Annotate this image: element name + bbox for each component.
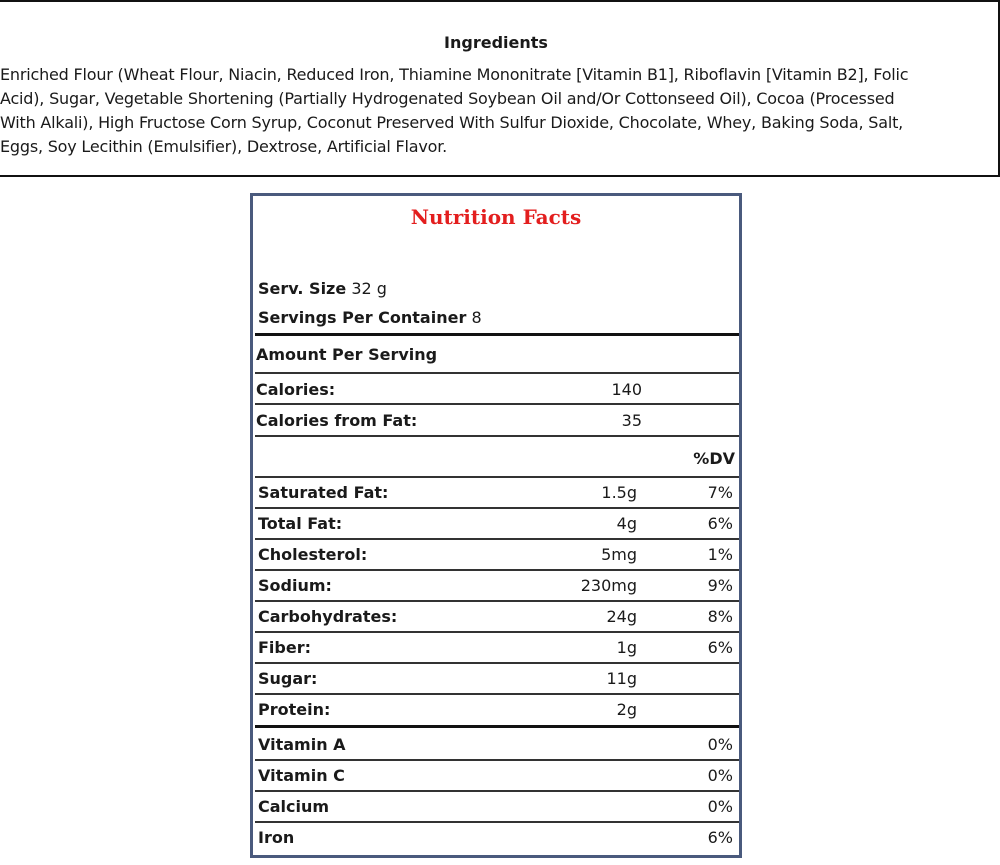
calories-from-fat-value: 35 [621, 411, 642, 430]
vitamin-daily-value: 0% [707, 766, 733, 785]
divider [255, 821, 739, 823]
serving-size-label: Serv. Size [258, 279, 347, 298]
nutrient-amount: 230mg [580, 576, 637, 595]
vitamin-label: Calcium [258, 797, 330, 816]
nutrient-amount: 5mg [601, 545, 637, 564]
ingredients-line: Eggs, Soy Lecithin (Emulsifier), Dextrose, Artificial Flavor. [0, 137, 448, 156]
divider [255, 476, 739, 478]
nutrient-amount: 1.5g [601, 483, 637, 502]
servings-value: 8 [471, 308, 482, 327]
nutrient-amount: 2g [616, 700, 637, 719]
nutrition-facts-title: Nutrition Facts [410, 205, 582, 229]
divider [255, 662, 739, 664]
divider [255, 693, 739, 695]
nutrient-daily-value: 6% [707, 514, 733, 533]
divider [255, 569, 739, 571]
calories-label: Calories: [256, 380, 336, 399]
ingredients-line: Acid), Sugar, Vegetable Shortening (Partially Hydrogenated Soybean Oil and/Or Cottonseed Oil), Cocoa (Processed [0, 89, 895, 108]
divider [255, 600, 739, 602]
nutrient-label: Protein: [258, 700, 331, 719]
nutrient-label: Carbohydrates: [258, 607, 398, 626]
divider [255, 372, 739, 374]
ingredients-line: With Alkali), High Fructose Corn Syrup, Coconut Preserved With Sulfur Dioxide, Chocolate, Whey, Baking Soda, Salt, [0, 113, 904, 132]
serving-size [258, 279, 387, 298]
ingredients-text [0, 63, 975, 159]
nutrient-amount: 1g [616, 638, 637, 657]
nutrient-amount: 4g [616, 514, 637, 533]
divider [255, 631, 739, 633]
divider [255, 333, 739, 336]
divider [255, 759, 739, 761]
divider [255, 435, 739, 437]
divider [255, 403, 739, 405]
ingredients-panel [0, 0, 1000, 177]
servings-per-container [258, 308, 482, 327]
calories-value: 140 [611, 380, 642, 399]
divider [255, 725, 739, 728]
nutrient-label: Fiber: [258, 638, 312, 657]
nutrient-amount: 11g [606, 669, 637, 688]
vitamin-daily-value: 0% [707, 735, 733, 754]
nutrient-daily-value: 6% [707, 638, 733, 657]
nutrient-amount: 24g [606, 607, 637, 626]
ingredients-line: Enriched Flour (Wheat Flour, Niacin, Reduced Iron, Thiamine Mononitrate [Vitamin B1], Riboflavin [Vitamin B2], Folic [0, 65, 909, 84]
vitamin-label: Vitamin A [258, 735, 346, 754]
nutrient-daily-value: 9% [707, 576, 733, 595]
vitamin-daily-value: 0% [707, 797, 733, 816]
calories-from-fat-label: Calories from Fat: [256, 411, 418, 430]
vitamin-label: Vitamin C [258, 766, 345, 785]
daily-value-header: %DV [693, 449, 735, 468]
serving-size-value: 32 g [351, 279, 387, 298]
nutrition-facts-panel [250, 193, 742, 858]
nutrient-daily-value: 8% [707, 607, 733, 626]
nutrient-label: Sodium: [258, 576, 332, 595]
divider [255, 507, 739, 509]
servings-label: Servings Per Container [258, 308, 467, 327]
divider [255, 538, 739, 540]
divider [255, 790, 739, 792]
nutrient-label: Saturated Fat: [258, 483, 389, 502]
nutrient-label: Cholesterol: [258, 545, 368, 564]
amount-per-serving-label: Amount Per Serving [256, 345, 438, 364]
nutrient-label: Sugar: [258, 669, 318, 688]
nutrient-label: Total Fat: [258, 514, 343, 533]
ingredients-title: Ingredients [444, 33, 548, 52]
vitamin-daily-value: 6% [707, 828, 733, 847]
nutrient-daily-value: 7% [707, 483, 733, 502]
nutrient-daily-value: 1% [707, 545, 733, 564]
vitamin-label: Iron [258, 828, 295, 847]
